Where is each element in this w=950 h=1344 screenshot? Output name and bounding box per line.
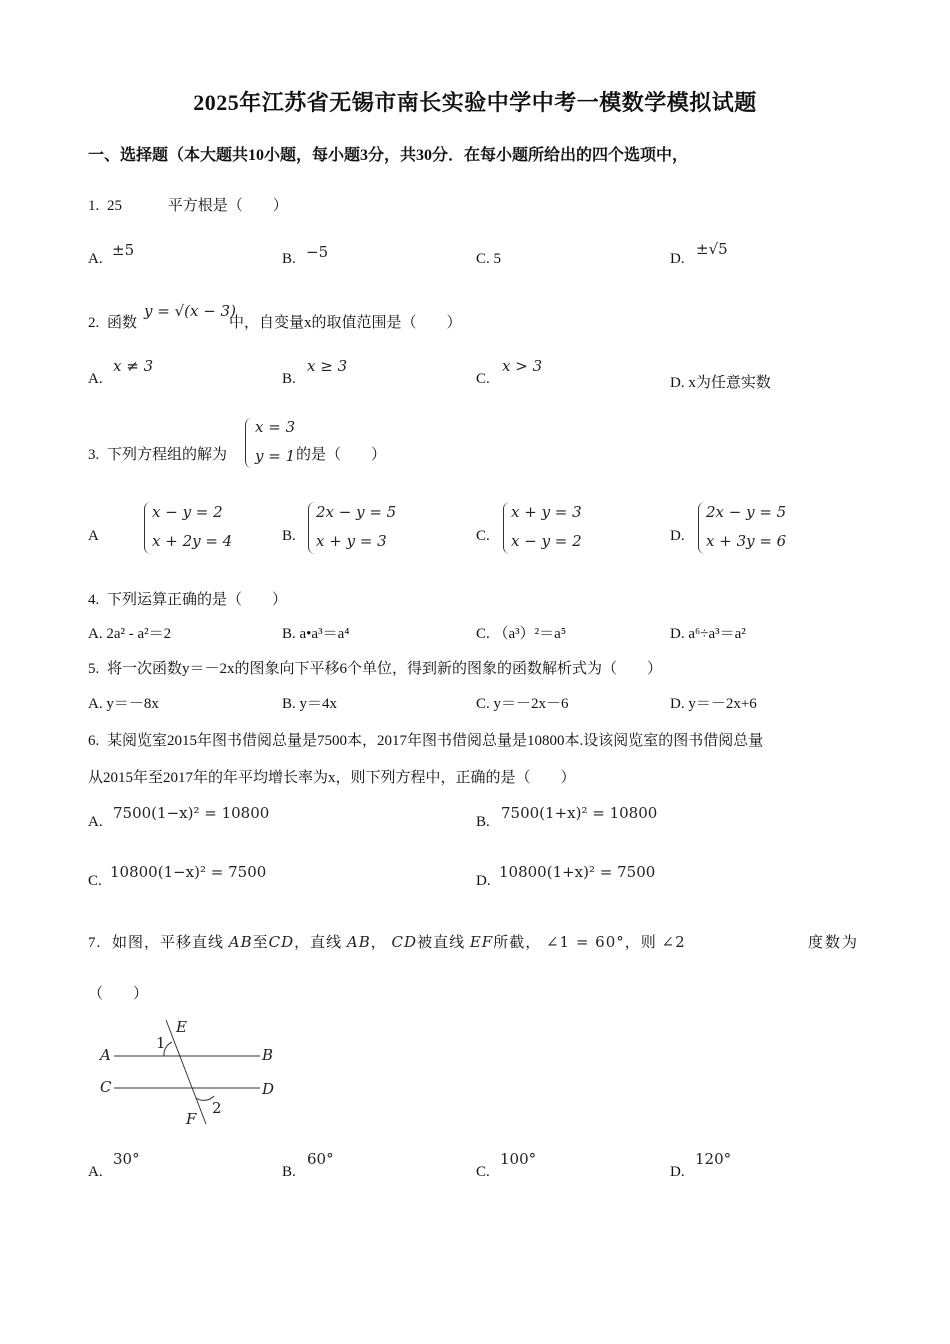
q3-option-d-system: 2x − y = 5 x + 3y = 6 — [706, 503, 787, 550]
q4-option-c-value: （a³）²＝a⁵ — [493, 626, 567, 642]
q3-suffix: 的是（ ） — [296, 447, 387, 463]
question-4: 4. 下列运算正确的是（ ） — [88, 592, 288, 608]
page-title: 2025年江苏省无锡市南长实验中学中考一模数学模拟试题 — [193, 90, 757, 115]
q4-option-a-value: 2a² - a²＝2 — [106, 626, 172, 642]
q1-option-d-value: ±√5 — [696, 240, 728, 258]
label-angle-2: 2 — [212, 1099, 222, 1117]
label-d: D — [262, 1080, 275, 1098]
q5-option-b-value: y＝4x — [299, 696, 338, 712]
label-e: E — [176, 1018, 187, 1036]
q4-option-b-value: a•a³＝a⁴ — [299, 626, 350, 642]
question-5: 5. 将一次函数y＝－2x的图象向下平移6个单位，得到新的图象的函数解析式为（ ） — [88, 661, 663, 677]
q7-option-c[interactable]: C. — [476, 1164, 490, 1180]
q4-option-c[interactable]: C. （a³）²＝a⁵ — [476, 626, 567, 642]
q1-text: 平方根是（ ） — [167, 198, 288, 214]
q4-option-d-value: a⁶÷a³＝a² — [688, 626, 746, 642]
q1-option-b[interactable]: B. — [282, 251, 296, 267]
q4-option-d[interactable]: D. a⁶÷a³＝a² — [670, 626, 746, 642]
q7-option-b[interactable]: B. — [282, 1164, 296, 1180]
q3-option-a-system: x − y = 2 x + 2y = 4 — [152, 503, 233, 550]
q2-option-c-value: x > 3 — [502, 357, 543, 375]
q6-option-d-value: 10800(1+x)² = 7500 — [499, 863, 656, 881]
q7-figure — [92, 1012, 292, 1132]
q5-option-c-value: y＝－2x－6 — [493, 696, 569, 712]
question-2: 2. 函数 — [88, 315, 138, 331]
q7-option-a[interactable]: A. — [88, 1164, 103, 1180]
q1-number: 1. — [88, 198, 100, 214]
q4-option-b[interactable]: B. a•a³＝a⁴ — [282, 626, 350, 642]
q5-option-a-value: y＝－8x — [106, 696, 159, 712]
q6-option-c[interactable]: C. — [88, 873, 102, 889]
q2-option-b[interactable]: B. — [282, 371, 296, 387]
q7-option-b-value: 60° — [307, 1150, 334, 1168]
q6-option-a-value: 7500(1−x)² = 10800 — [113, 804, 270, 822]
label-b: B — [262, 1046, 274, 1064]
q2-option-b-value: x ≥ 3 — [307, 357, 348, 375]
q3-option-a[interactable]: A — [88, 528, 99, 544]
q2-formula: y = √(x − 3) — [144, 302, 236, 320]
q3-brace — [245, 418, 252, 468]
q5-option-d-value: y＝－2x+6 — [688, 696, 757, 712]
q3-option-c[interactable]: C. — [476, 528, 490, 544]
q3-option-b-brace — [308, 502, 315, 554]
q3-option-c-system: x + y = 3 x − y = 2 — [511, 503, 582, 550]
q2-suffix: 中，自变量x的取值范围是（ ） — [229, 315, 462, 331]
question-7-line2: （ ） — [88, 986, 149, 1002]
section-heading: 一、选择题（本大题共10小题，每小题3分，共30分．在每小题所给出的四个选项中， — [88, 147, 689, 164]
q1-value: 25 — [107, 198, 122, 214]
q7-option-c-value: 100° — [500, 1150, 537, 1168]
q1-option-c-value: 5 — [493, 251, 502, 267]
question-1 — [88, 194, 288, 215]
q6-option-b[interactable]: B. — [476, 814, 490, 830]
q1-option-b-value: −5 — [306, 243, 329, 261]
label-f: F — [186, 1110, 197, 1128]
question-3: 3. 下列方程组的解为 — [88, 447, 228, 463]
question-7-line1: 7. 如图，平移直线 AB至CD，直线 AB， CD被直线 EF所截， ∠1 = 60°，则 ∠2 — [88, 933, 686, 951]
q7-option-d-value: 120° — [695, 1150, 732, 1168]
q4-option-a[interactable]: A. 2a² - a²＝2 — [88, 626, 172, 642]
q3-option-c-brace — [503, 502, 510, 554]
question-7-tail: 度数为 — [808, 935, 860, 951]
q5-option-c[interactable]: C. y＝－2x－6 — [476, 696, 569, 712]
q3-option-b-system: 2x − y = 5 x + y = 3 — [316, 503, 397, 550]
q2-option-a-value: x ≠ 3 — [113, 357, 154, 375]
q5-option-a[interactable]: A. y＝－8x — [88, 696, 159, 712]
q1-option-a-value: ±5 — [112, 241, 135, 259]
q6-option-a[interactable]: A. — [88, 814, 103, 830]
q3-option-d[interactable]: D. — [670, 528, 685, 544]
q2-option-a[interactable]: A. — [88, 371, 103, 387]
label-angle-1: 1 — [156, 1034, 166, 1052]
q3-option-d-brace — [698, 502, 705, 554]
q3-system: x = 3 y = 1 — [255, 418, 296, 465]
question-6-line2: 从2015年至2017年的年平均增长率为x，则下列方程中，正确的是（ ） — [88, 770, 576, 786]
q1-option-d[interactable]: D. — [670, 251, 685, 267]
q2-option-c[interactable]: C. — [476, 371, 490, 387]
q6-option-b-value: 7500(1+x)² = 10800 — [501, 804, 658, 822]
q3-option-b[interactable]: B. — [282, 528, 296, 544]
q7-option-a-value: 30° — [113, 1150, 140, 1168]
label-a: A — [100, 1046, 111, 1064]
q3-option-a-brace — [144, 502, 151, 554]
q1-option-a[interactable]: A. — [88, 251, 103, 267]
q5-option-b[interactable]: B. y＝4x — [282, 696, 338, 712]
q5-option-d[interactable]: D. y＝－2x+6 — [670, 696, 757, 712]
q2-option-d-value: x为任意实数 — [688, 375, 771, 391]
q2-option-d[interactable]: D. x为任意实数 — [670, 375, 771, 391]
q7-option-d[interactable]: D. — [670, 1164, 685, 1180]
q6-option-c-value: 10800(1−x)² = 7500 — [110, 863, 267, 881]
q1-option-c[interactable]: C. 5 — [476, 251, 502, 267]
q6-option-d[interactable]: D. — [476, 873, 491, 889]
label-c: C — [100, 1078, 112, 1096]
question-6-line1: 6. 某阅览室2015年图书借阅总量是7500本，2017年图书借阅总量是10800本.设该阅览室的图书借阅总量 — [88, 733, 764, 749]
